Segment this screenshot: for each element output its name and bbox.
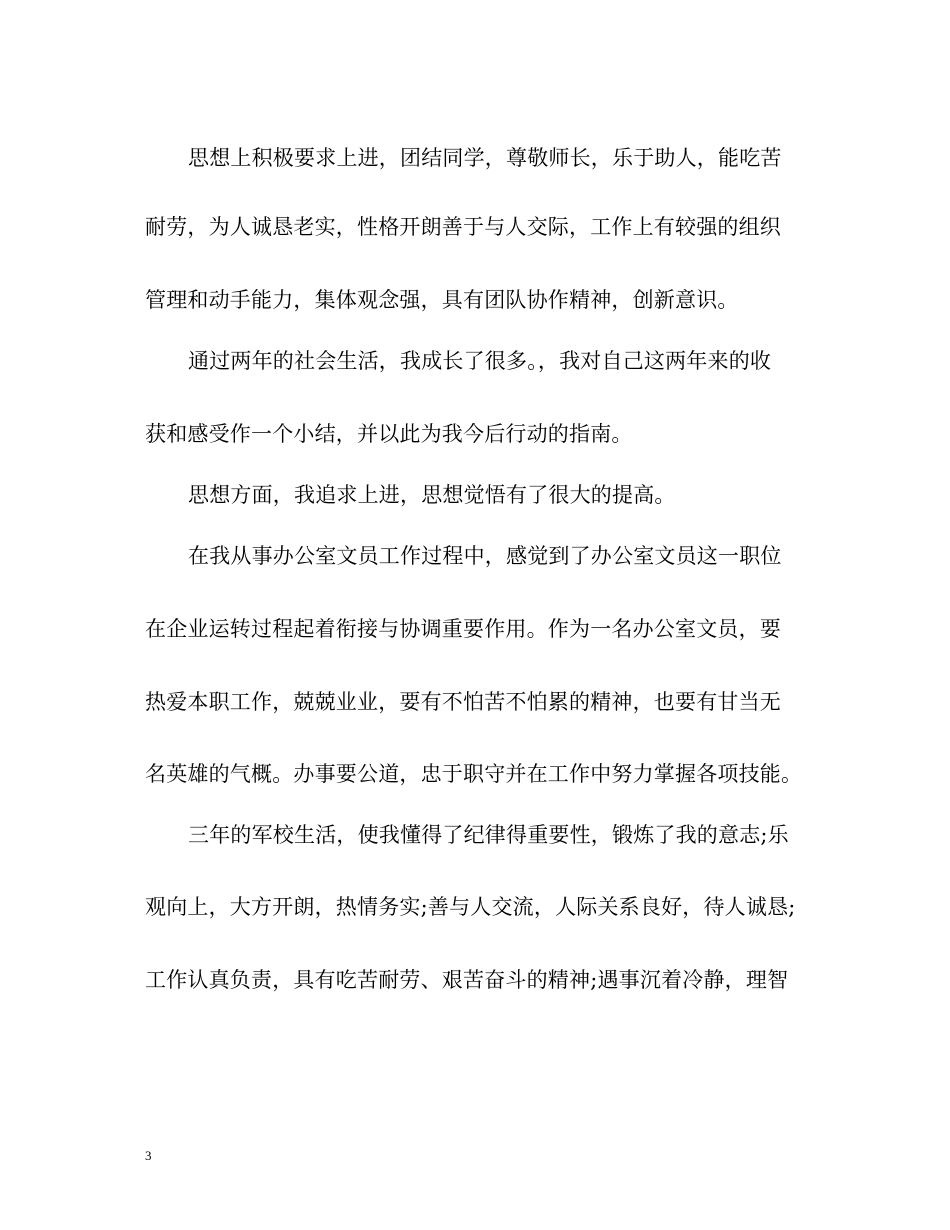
- paragraph-line: 三年的军校生活，使我懂得了纪律得重要性，锻炼了我的意志;乐: [188, 823, 789, 847]
- paragraph-line: 观向上，大方开朗，热情务实;善与人交流，人际关系良好，待人诚恳;: [145, 895, 796, 919]
- paragraph-line: 热爱本职工作，兢兢业业，要有不怕苦不怕累的精神，也要有甘当无: [145, 690, 781, 714]
- paragraph-line: 思想上积极要求上进，团结同学，尊敬师长，乐于助人，能吃苦: [188, 146, 782, 170]
- paragraph-line: 思想方面，我追求上进，思想觉悟有了很大的提高。: [188, 483, 676, 507]
- paragraph-line: 工作认真负责，具有吃苦耐劳、艰苦奋斗的精神;遇事沉着冷静，理智: [145, 968, 789, 992]
- paragraph-line: 名英雄的气概。办事要公道，忠于职守并在工作中努力掌握各项技能。: [145, 762, 803, 786]
- paragraph-line: 在我从事办公室文员工作过程中，感觉到了办公室文员这一职位: [188, 544, 782, 568]
- paragraph-line: 通过两年的社会生活，我成长了很多。，我对自己这两年来的收: [188, 349, 772, 373]
- paragraph-line: 在企业运转过程起着衔接与协调重要作用。作为一名办公室文员，要: [145, 617, 781, 641]
- paragraph-line: 耐劳，为人诚恳老实，性格开朗善于与人交际，工作上有较强的组织: [145, 215, 781, 239]
- page-number: 3: [145, 1148, 152, 1163]
- paragraph-line: 管理和动手能力，集体观念强，具有团队协作精神，创新意识。: [145, 288, 739, 312]
- paragraph-line: 获和感受作一个小结，并以此为我今后行动的指南。: [145, 422, 633, 446]
